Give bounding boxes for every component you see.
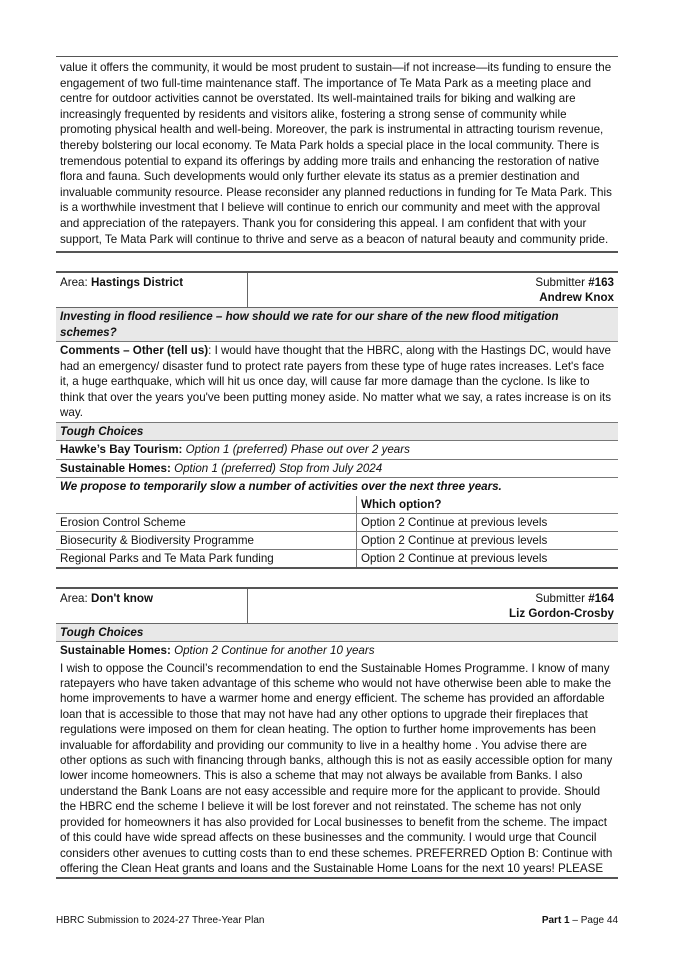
- area-value: Don't know: [90, 591, 153, 605]
- submitter-number: #164: [588, 591, 614, 605]
- document-page: [56, 56, 618, 879]
- activity-option: Option 2 Continue at previous levels: [357, 513, 619, 531]
- footer-title: HBRC Submission to 2024-27 Three-Year Plan: [56, 915, 265, 926]
- table-row: [56, 513, 618, 531]
- submitter-name: Andrew Knox: [539, 291, 614, 305]
- submitter-cell: [248, 589, 618, 623]
- activities-header-row: [56, 496, 618, 514]
- submission-164: [56, 587, 618, 880]
- activity-option: Option 2 Continue at previous levels: [357, 549, 619, 568]
- submitter-cell: [248, 273, 618, 307]
- activities-table: [56, 496, 618, 569]
- slow-activities-heading: We propose to temporarily slow a number of activities over the next three years.: [60, 480, 502, 494]
- tough-choices-heading: Tough Choices: [56, 423, 618, 442]
- previous-submission-text: value it offers the community, it would be most prudent to sustain—if not increase—its funding to ensure the engagement of two full-time maintenance staff. The importance of Te Mata Park as a meeting place and centre for outdoor activities cannot be overstated. Its well-maintained trails for biking and walking are increasingly frequented by residents and visitors alike, fostering a strong sense of community while promoting physical health and well-being. Moreover, the park is instrumental in attracting tourism revenue, thereby bolstering our local economy. Te Mata Park holds a special place in the local community. There is tremendous potential to expand its offerings by adding more trails and enhancing the restoration of native flora and fauna. Such developments would only further elevate its status as a premier destination and invaluable community resource. Please reconsider any planned reductions in funding for Te Mata Park. This is a worthwhile investment that I believe will continue to enrich our community and meet with the approval and appreciation of the ratepayers. Thank you for considering this appeal. I am confident that with your support, Te Mata Park will continue to thrive and serve as a beacon of natural beauty and community pride.: [56, 56, 618, 253]
- area-label: Area:: [60, 276, 88, 290]
- area-value: Hastings District: [90, 276, 184, 290]
- area-cell: [56, 273, 248, 307]
- submitter-label: Submitter: [535, 591, 585, 605]
- homes-row: [56, 460, 618, 479]
- area-cell: [56, 589, 248, 623]
- tourism-value: Option 1 (preferred) Phase out over 2 years: [185, 443, 410, 457]
- footer-page-info: [542, 915, 618, 926]
- activity-name: Biosecurity & Biodiversity Programme: [56, 531, 357, 549]
- submitter-number: #163: [588, 276, 614, 290]
- submission-body: I wish to oppose the Council’s recommendation to end the Sustainable Homes Programme. I know of many ratepayers who have taken advantage of this scheme who would not have otherwise been able to make the home improvements to have a warmer home and energy efficient. The scheme has provided an affordable loan that is accessible to those that may not have had any other options to upgrade their fireplaces that regulations were imposed on them for clean heating. The option to further home improvements has been invaluable for affordability and providing our community to live in a healthy home . You advise there are other options as such with financing through banks, although this is not as easily accessible option for many lower income homeowners. This is also a scheme that may not always be available from Banks. I also understand the Bank Loans are not easy accessible and require more for the applicant to provide. Should the HBRC end the scheme I believe it will be lost forever and not reinstated. The scheme has not only provided for homeowners it has also provided for Local businesses to benefit from the scheme. The impact of this could have wide spread affects on these businesses and the community. I would urge that Council considers other avenues to cutting costs than to end these schemes. PREFERRED Option B: Continue with offering the Clean Heat grants and loans and the Sustainable Home Loans for the next 10 years! PLEASE: [56, 660, 618, 880]
- tough-choices-heading: Tough Choices: [56, 624, 618, 643]
- tourism-label: Hawke’s Bay Tourism:: [60, 443, 183, 457]
- footer-part: Part 1: [541, 915, 570, 926]
- homes-row: [56, 642, 618, 660]
- submitter-name: Liz Gordon-Crosby: [509, 606, 614, 620]
- which-option-header: Which option?: [357, 496, 619, 514]
- submission-header: [56, 589, 618, 624]
- comments-row: [56, 342, 618, 423]
- activity-header-empty: [56, 496, 357, 514]
- homes-value: Option 1 (preferred) Stop from July 2024: [174, 461, 383, 475]
- table-row: [56, 549, 618, 568]
- submission-163: [56, 271, 618, 569]
- question-heading: Investing in flood resilience – how should we rate for our share of the new flood mitigation schemes?: [56, 308, 618, 342]
- activity-option: Option 2 Continue at previous levels: [357, 531, 619, 549]
- comments-label: Comments – Other (tell us): [60, 344, 209, 358]
- submission-header: [56, 273, 618, 308]
- footer-page: – Page 44: [569, 915, 618, 926]
- homes-label: Sustainable Homes:: [60, 461, 171, 475]
- tourism-row: [56, 441, 618, 460]
- activity-name: Regional Parks and Te Mata Park funding: [56, 549, 357, 568]
- area-label: Area:: [60, 591, 88, 605]
- submitter-label: Submitter: [535, 276, 585, 290]
- homes-label: Sustainable Homes:: [60, 644, 171, 658]
- table-row: [56, 531, 618, 549]
- page-footer: [56, 915, 618, 926]
- homes-value: Option 2 Continue for another 10 years: [174, 644, 375, 658]
- comments-text: : I would have thought that the HBRC, along with the Hastings DC, would have had an emergency/ disaster fund to protect rate payers from these type of huge rates increases. Let's face it, a huge earthquake, which will hit us once day, will cause far more damage than the cyclone. Is like to think that over the years you've been putting money aside. No matter what we say, a rates increase is on its way.: [60, 344, 612, 420]
- activity-name: Erosion Control Scheme: [56, 513, 357, 531]
